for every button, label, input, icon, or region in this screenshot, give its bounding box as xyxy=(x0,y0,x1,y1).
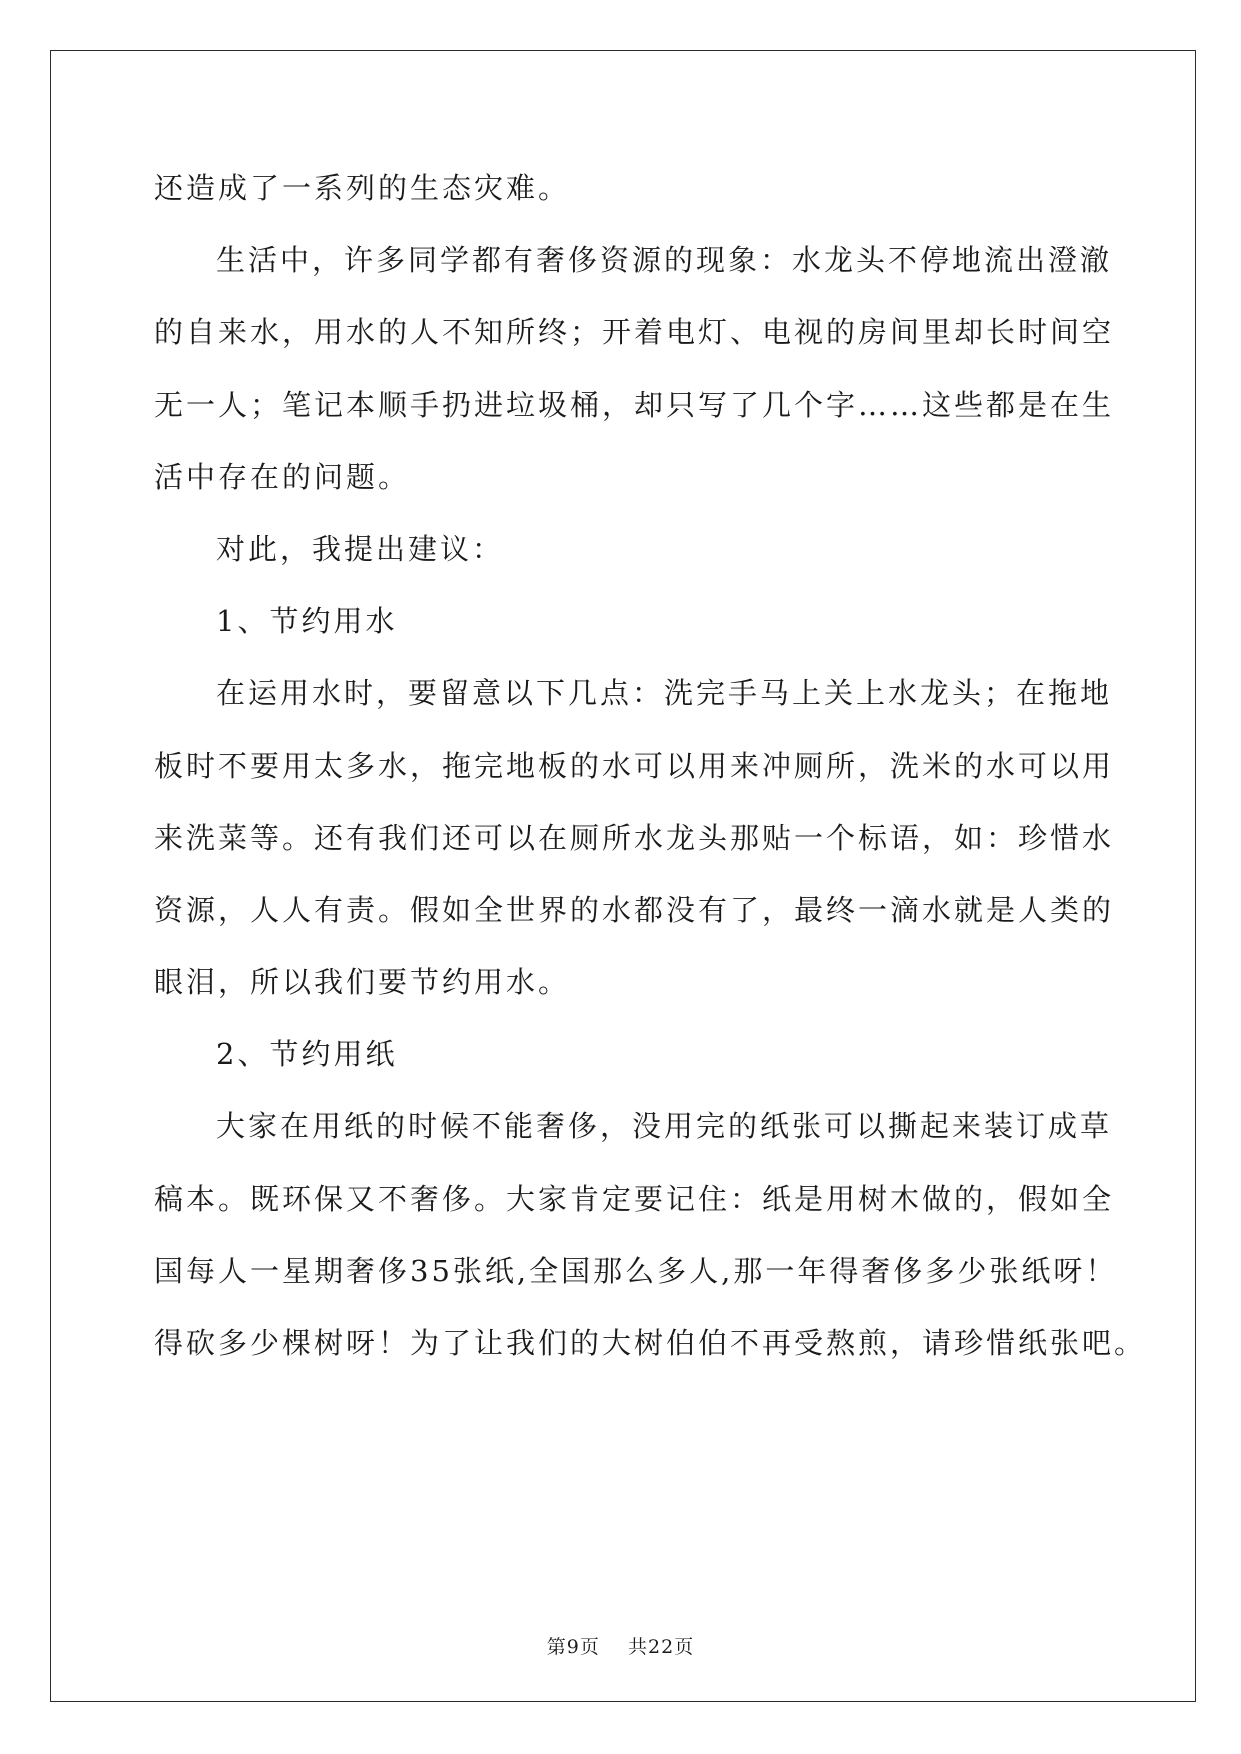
text-line: 资源，人人有责。假如全世界的水都没有了，最终一滴水就是人类的 xyxy=(154,892,1115,927)
text-line: 板时不要用太多水，拖完地板的水可以用来冲厕所，洗米的水可以用 xyxy=(154,748,1115,783)
text-line: 对此，我提出建议： xyxy=(216,531,505,566)
page-number: 第9页 xyxy=(546,1636,600,1658)
text-line: 得砍多少棵树呀！为了让我们的大树伯伯不再受熬煎，请珍惜纸张吧。 xyxy=(154,1326,1147,1360)
text-line: 生活中，许多同学都有奢侈资源的现象：水龙头不停地流出澄澈 xyxy=(216,243,1113,278)
text-line: 无一人；笔记本顺手扔进垃圾桶，却只写了几个字……这些都是在生 xyxy=(154,387,1115,422)
text-line: 来洗菜等。还有我们还可以在厕所水龙头那贴一个标语，如：珍惜水 xyxy=(154,820,1115,855)
text-line: 大家在用纸的时候不能奢侈，没用完的纸张可以撕起来装订成草 xyxy=(216,1109,1113,1144)
text-line: 还造成了一系列的生态灾难。 xyxy=(154,171,571,205)
section-heading: 2、节约用纸 xyxy=(216,1037,398,1072)
page-total: 共22页 xyxy=(628,1636,695,1658)
page-footer xyxy=(0,1632,1241,1659)
text-line: 国每人一星期奢侈35张纸,全国那么多人,那一年得奢侈多少张纸呀！ xyxy=(154,1253,1118,1288)
text-line: 稿本。既环保又不奢侈。大家肯定要记住：纸是用树木做的，假如全 xyxy=(154,1181,1115,1216)
section-heading: 1、节约用水 xyxy=(216,604,398,639)
text-line: 在运用水时，要留意以下几点：洗完手马上关上水龙头；在拖地 xyxy=(216,676,1113,711)
text-line: 活中存在的问题。 xyxy=(154,459,411,494)
text-line: 眼泪，所以我们要节约用水。 xyxy=(154,965,571,1000)
text-line: 的自来水，用水的人不知所终；开着电灯、电视的房间里却长时间空 xyxy=(154,315,1115,350)
document-body xyxy=(154,158,1147,1385)
